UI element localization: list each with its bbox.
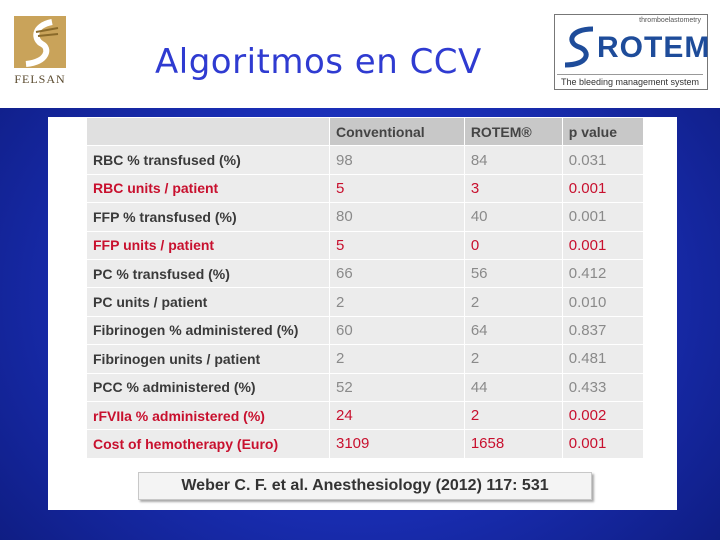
column-header-p-value: p value [562,118,643,146]
conventional-value: 60 [330,316,465,344]
row-label: Cost of hemotherapy (Euro) [87,430,330,458]
p-value: 0.001 [562,174,643,202]
header-bar [0,0,720,108]
rotem-value: 3 [464,174,562,202]
p-value: 0.481 [562,345,643,373]
row-label: PC units / patient [87,288,330,316]
p-value: 0.837 [562,316,643,344]
table-row [87,316,644,344]
rotem-value: 56 [464,259,562,287]
table-row [87,259,644,287]
table-row [87,401,644,429]
table-row [87,146,644,174]
p-value: 0.433 [562,373,643,401]
table-row [87,373,644,401]
column-header-rotem: ROTEM® [464,118,562,146]
rotem-value: 40 [464,203,562,231]
table-row [87,174,644,202]
conventional-value: 24 [330,401,465,429]
rotem-logo-tagline: thromboelastometry [639,17,701,24]
rotem-value: 84 [464,146,562,174]
row-label: RBC % transfused (%) [87,146,330,174]
conventional-value: 3109 [330,430,465,458]
row-label: PC % transfused (%) [87,259,330,287]
conventional-value: 66 [330,259,465,287]
p-value: 0.001 [562,203,643,231]
row-label: FFP units / patient [87,231,330,259]
felsan-logo-text: FELSAN [14,72,66,86]
conventional-value: 52 [330,373,465,401]
p-value: 0.001 [562,231,643,259]
table-row [87,288,644,316]
rotem-value: 1658 [464,430,562,458]
rotem-value: 44 [464,373,562,401]
row-label: Fibrinogen units / patient [87,345,330,373]
table-row [87,345,644,373]
p-value: 0.002 [562,401,643,429]
rotem-logo-name: ROTEM [597,31,711,64]
conventional-value: 2 [330,345,465,373]
p-value: 0.010 [562,288,643,316]
rotem-value: 64 [464,316,562,344]
rotem-value: 2 [464,288,562,316]
row-label: rFVIIa % administered (%) [87,401,330,429]
row-label: RBC units / patient [87,174,330,202]
p-value: 0.031 [562,146,643,174]
p-value: 0.412 [562,259,643,287]
column-header-conventional: Conventional [330,118,465,146]
conventional-value: 5 [330,174,465,202]
table-row [87,231,644,259]
row-label: Fibrinogen % administered (%) [87,316,330,344]
conventional-value: 80 [330,203,465,231]
rotem-value: 0 [464,231,562,259]
rotem-value: 2 [464,345,562,373]
page-title: Algoritmos en CCV [155,42,482,82]
citation-box: Weber C. F. et al. Anesthesiology (2012) 117: 531 [138,472,592,500]
conventional-value: 98 [330,146,465,174]
rotem-value: 2 [464,401,562,429]
conventional-value: 5 [330,231,465,259]
p-value: 0.001 [562,430,643,458]
comparison-table [86,117,644,459]
row-label: FFP % transfused (%) [87,203,330,231]
rotem-wave-icon [559,25,599,69]
table-row [87,430,644,458]
table-header-row [87,118,644,146]
content-panel [48,117,677,510]
rotem-logo-subtitle: The bleeding management system [557,74,703,87]
rotem-logo [554,14,711,90]
row-label: PCC % administered (%) [87,373,330,401]
table-row [87,203,644,231]
column-header-empty [87,118,330,146]
conventional-value: 2 [330,288,465,316]
